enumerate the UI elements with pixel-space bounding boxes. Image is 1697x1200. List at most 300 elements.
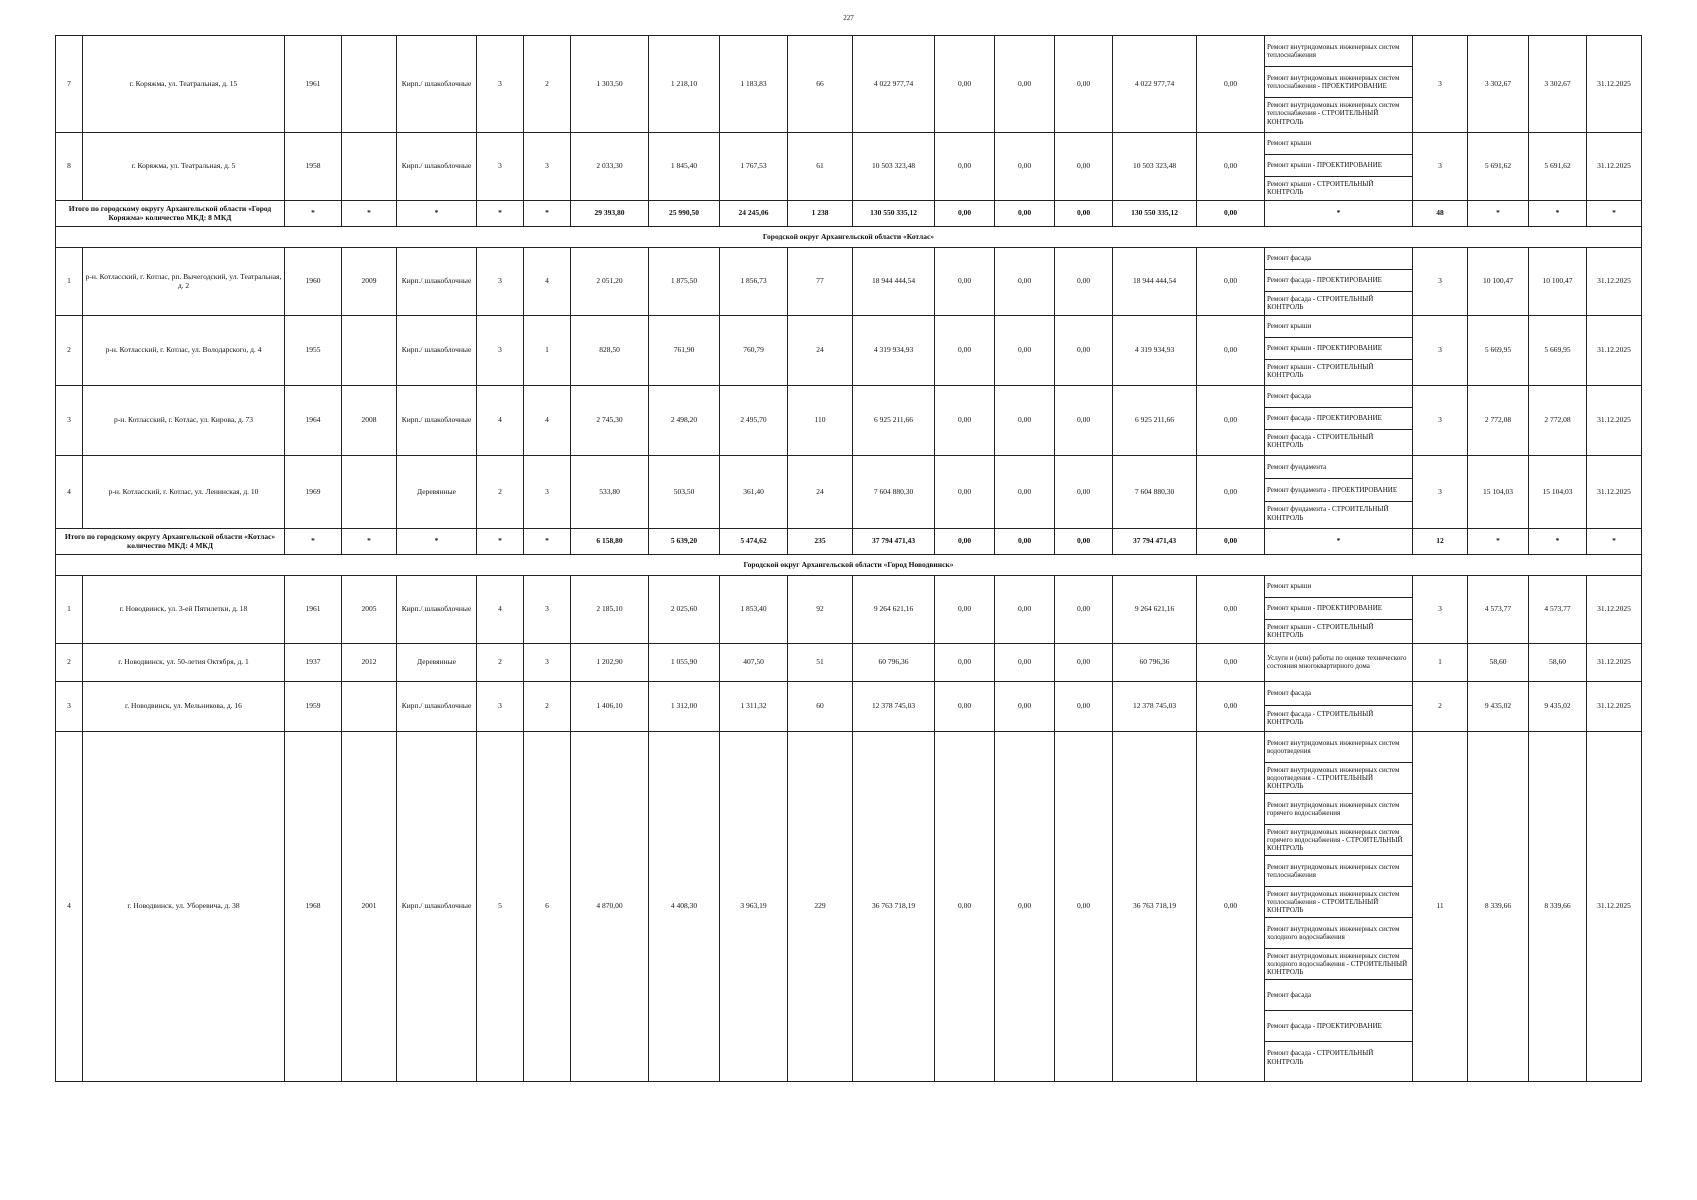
cell-addr: р-н. Котласский, г. Котлас, ул. Кирова, д. 73 xyxy=(83,386,285,456)
total-label: Итого по городскому округу Архангельской области «Котлас» количество МКД: 4 МКД xyxy=(56,529,285,555)
cell-f4: 9 264 621,16 xyxy=(1113,576,1197,644)
total-area-total: 29 393,80 xyxy=(571,201,649,227)
work-item: Ремонт фасада - ПРОЕКТИРОВАНИЕ xyxy=(1265,1011,1412,1042)
total-n-works: 48 xyxy=(1413,201,1468,227)
cell-year-built: 1964 xyxy=(285,386,342,456)
cell-year-built: 1959 xyxy=(285,682,342,732)
cell-area-total: 1 202,90 xyxy=(571,644,649,682)
cell-residents: 229 xyxy=(788,732,853,1082)
cell-year-cap xyxy=(342,36,397,133)
works-cell xyxy=(1265,248,1413,316)
cell-area-living: 4 408,30 xyxy=(649,732,720,1082)
cell-f2: 0,00 xyxy=(995,386,1055,456)
total-f5: 0,00 xyxy=(1197,201,1265,227)
section-header-row xyxy=(56,555,1642,576)
cell-n-works: 1 xyxy=(1413,644,1468,682)
cell-n-works: 3 xyxy=(1413,36,1468,133)
cell-no: 8 xyxy=(56,133,83,201)
cell-deadline: 31.12.2025 xyxy=(1587,316,1642,386)
cell-f5: 0,00 xyxy=(1197,133,1265,201)
cell-f2: 0,00 xyxy=(995,576,1055,644)
cell-year-cap xyxy=(342,133,397,201)
cell-entr: 3 xyxy=(524,644,571,682)
cell-addr: р-н. Котласский, г. Котлас, рп. Вычегодский, ул. Театральная, д. 2 xyxy=(83,248,285,316)
cell-spec-cost: 2 772,08 xyxy=(1468,386,1529,456)
cell-entr: 3 xyxy=(524,576,571,644)
cell-area-res: 361,40 xyxy=(720,456,788,529)
cell-deadline: 31.12.2025 xyxy=(1587,732,1642,1082)
cell-n-works: 3 xyxy=(1413,316,1468,386)
cell-wall: Кирп./ шлакоблочные xyxy=(397,732,477,1082)
cell-wall: Кирп./ шлакоблочные xyxy=(397,576,477,644)
cell-deadline: 31.12.2025 xyxy=(1587,133,1642,201)
section-title: Городской округ Архангельской области «Город Новодвинск» xyxy=(56,555,1642,576)
total-star: * xyxy=(1468,529,1529,555)
cell-deadline: 31.12.2025 xyxy=(1587,682,1642,732)
cell-f3: 0,00 xyxy=(1055,316,1113,386)
work-item: Ремонт фасада xyxy=(1265,682,1412,706)
page-number: 227 xyxy=(843,14,854,22)
cell-area-living: 1 055,90 xyxy=(649,644,720,682)
work-item: Ремонт крыши xyxy=(1265,133,1412,155)
cell-year-built: 1955 xyxy=(285,316,342,386)
cell-f3: 0,00 xyxy=(1055,456,1113,529)
work-item: Ремонт фасада - СТРОИТЕЛЬНЫЙ КОНТРОЛЬ xyxy=(1267,709,1374,726)
cell-n-works: 3 xyxy=(1413,386,1468,456)
cell-f1: 0,00 xyxy=(935,36,995,133)
cell-n-works: 3 xyxy=(1413,248,1468,316)
total-star: * xyxy=(1587,201,1642,227)
work-item: Ремонт внутридомовых инженерных систем горячего водоснабжения xyxy=(1265,794,1412,825)
work-item: Ремонт внутридомовых инженерных систем теплоснабжения - СТРОИТЕЛЬНЫЙ КОНТРОЛЬ xyxy=(1265,887,1412,918)
cell-wall: Кирп./ шлакоблочные xyxy=(397,36,477,133)
total-star: * xyxy=(1468,201,1529,227)
table-row xyxy=(56,576,1642,644)
total-f4: 130 550 335,12 xyxy=(1113,201,1197,227)
cell-n-works: 3 xyxy=(1413,133,1468,201)
cell-spec-cost: 15 104,03 xyxy=(1468,456,1529,529)
cell-area-total: 2 033,30 xyxy=(571,133,649,201)
work-item: Ремонт крыши - ПРОЕКТИРОВАНИЕ xyxy=(1265,338,1412,360)
total-f1: 0,00 xyxy=(935,201,995,227)
cell-f4: 36 763 718,19 xyxy=(1113,732,1197,1082)
total-star: * xyxy=(342,201,397,227)
total-residents: 235 xyxy=(788,529,853,555)
cell-f5: 0,00 xyxy=(1197,682,1265,732)
cell-f4: 18 944 444,54 xyxy=(1113,248,1197,316)
cell-entr: 2 xyxy=(524,682,571,732)
cell-entr: 3 xyxy=(524,456,571,529)
cell-cost: 60 796,36 xyxy=(853,644,935,682)
cell-f2: 0,00 xyxy=(995,133,1055,201)
work-item: Ремонт крыши - СТРОИТЕЛЬНЫЙ КОНТРОЛЬ xyxy=(1267,179,1374,196)
cell-area-living: 761,90 xyxy=(649,316,720,386)
cell-no: 3 xyxy=(56,386,83,456)
total-area-living: 25 990,50 xyxy=(649,201,720,227)
cell-f1: 0,00 xyxy=(935,316,995,386)
cell-cost: 7 604 880,30 xyxy=(853,456,935,529)
cell-f5: 0,00 xyxy=(1197,386,1265,456)
cell-year-built: 1969 xyxy=(285,456,342,529)
total-f1: 0,00 xyxy=(935,529,995,555)
cell-f4: 6 925 211,66 xyxy=(1113,386,1197,456)
cell-year-built: 1968 xyxy=(285,732,342,1082)
cell-area-total: 533,80 xyxy=(571,456,649,529)
total-cost: 130 550 335,12 xyxy=(853,201,935,227)
cell-area-res: 1 856,73 xyxy=(720,248,788,316)
cell-spec-cost: 10 100,47 xyxy=(1468,248,1529,316)
works-cell xyxy=(1265,644,1413,682)
work-item: Ремонт внутридомовых инженерных систем горячего водоснабжения - СТРОИТЕЛЬНЫЙ КОНТРОЛЬ xyxy=(1265,825,1412,856)
total-label: Итого по городскому округу Архангельской области «Город Коряжма» количество МКД: 8 МКД xyxy=(56,201,285,227)
cell-f3: 0,00 xyxy=(1055,36,1113,133)
total-star: * xyxy=(285,201,342,227)
total-star: * xyxy=(524,529,571,555)
cell-area-living: 1 845,40 xyxy=(649,133,720,201)
cell-limit-cost: 2 772,08 xyxy=(1529,386,1587,456)
cell-year-cap xyxy=(342,456,397,529)
cell-area-total: 828,50 xyxy=(571,316,649,386)
cell-no: 3 xyxy=(56,682,83,732)
total-f2: 0,00 xyxy=(995,201,1055,227)
cell-cost: 18 944 444,54 xyxy=(853,248,935,316)
work-item: Ремонт фасада - ПРОЕКТИРОВАНИЕ xyxy=(1265,408,1412,430)
work-item: Ремонт внутридомовых инженерных систем теплоснабжения xyxy=(1265,36,1412,67)
total-star: * xyxy=(1265,529,1413,555)
work-item: Ремонт крыши - ПРОЕКТИРОВАНИЕ xyxy=(1265,598,1412,620)
cell-area-total: 4 870,00 xyxy=(571,732,649,1082)
table-row xyxy=(56,386,1642,456)
cell-deadline: 31.12.2025 xyxy=(1587,248,1642,316)
work-item: Ремонт фасада xyxy=(1265,386,1412,408)
cell-f2: 0,00 xyxy=(995,732,1055,1082)
cell-limit-cost: 15 104,03 xyxy=(1529,456,1587,529)
cell-spec-cost: 5 669,95 xyxy=(1468,316,1529,386)
total-row xyxy=(56,201,1642,227)
cell-f1: 0,00 xyxy=(935,133,995,201)
total-star: * xyxy=(1529,529,1587,555)
cell-limit-cost: 10 100,47 xyxy=(1529,248,1587,316)
works-cell xyxy=(1265,732,1413,1082)
cell-residents: 110 xyxy=(788,386,853,456)
cell-residents: 77 xyxy=(788,248,853,316)
cell-no: 4 xyxy=(56,456,83,529)
total-star: * xyxy=(342,529,397,555)
cell-area-living: 2 025,60 xyxy=(649,576,720,644)
cell-year-built: 1960 xyxy=(285,248,342,316)
cell-area-res: 2 495,70 xyxy=(720,386,788,456)
cell-addr: г. Новодвинск, ул. Мельникова, д. 16 xyxy=(83,682,285,732)
table-row xyxy=(56,316,1642,386)
cell-floors: 4 xyxy=(477,576,524,644)
work-item: Ремонт фасада - СТРОИТЕЛЬНЫЙ КОНТРОЛЬ xyxy=(1267,294,1374,311)
cell-area-living: 2 498,20 xyxy=(649,386,720,456)
cell-area-living: 503,50 xyxy=(649,456,720,529)
cell-f1: 0,00 xyxy=(935,456,995,529)
work-item: Ремонт фундамента - ПРОЕКТИРОВАНИЕ xyxy=(1265,479,1412,502)
work-item: Ремонт крыши xyxy=(1265,576,1412,598)
cell-f1: 0,00 xyxy=(935,732,995,1082)
cell-spec-cost: 3 302,67 xyxy=(1468,36,1529,133)
cell-wall: Кирп./ шлакоблочные xyxy=(397,386,477,456)
cell-floors: 3 xyxy=(477,682,524,732)
cell-floors: 2 xyxy=(477,456,524,529)
cell-year-cap: 2012 xyxy=(342,644,397,682)
cell-entr: 6 xyxy=(524,732,571,1082)
cell-no: 2 xyxy=(56,644,83,682)
total-f4: 37 794 471,43 xyxy=(1113,529,1197,555)
cell-year-cap xyxy=(342,316,397,386)
cell-f5: 0,00 xyxy=(1197,576,1265,644)
cell-floors: 2 xyxy=(477,644,524,682)
total-f5: 0,00 xyxy=(1197,529,1265,555)
table-row xyxy=(56,644,1642,682)
cell-limit-cost: 9 435,02 xyxy=(1529,682,1587,732)
cell-area-total: 2 185,10 xyxy=(571,576,649,644)
work-item: Ремонт внутридомовых инженерных систем теплоснабжения - СТРОИТЕЛЬНЫЙ КОНТРОЛЬ xyxy=(1267,101,1400,126)
cell-cost: 36 763 718,19 xyxy=(853,732,935,1082)
works-cell xyxy=(1265,386,1413,456)
total-residents: 1 238 xyxy=(788,201,853,227)
cell-year-cap: 2005 xyxy=(342,576,397,644)
total-star: * xyxy=(285,529,342,555)
cell-deadline: 31.12.2025 xyxy=(1587,644,1642,682)
cell-f4: 10 503 323,48 xyxy=(1113,133,1197,201)
cell-wall: Деревянные xyxy=(397,456,477,529)
work-item: Ремонт внутридомовых инженерных систем водоотведения xyxy=(1265,732,1412,763)
cell-spec-cost: 4 573,77 xyxy=(1468,576,1529,644)
cell-area-res: 1 767,53 xyxy=(720,133,788,201)
work-item: Услуги и (или) работы по оценке технического состояния многоквартирного дома xyxy=(1267,653,1407,670)
cell-entr: 1 xyxy=(524,316,571,386)
table-row xyxy=(56,133,1642,201)
cell-f5: 0,00 xyxy=(1197,36,1265,133)
works-cell xyxy=(1265,456,1413,529)
total-star: * xyxy=(477,201,524,227)
work-item: Ремонт фасада - СТРОИТЕЛЬНЫЙ КОНТРОЛЬ xyxy=(1267,432,1374,449)
works-cell xyxy=(1265,576,1413,644)
cell-f5: 0,00 xyxy=(1197,456,1265,529)
cell-area-res: 1 853,40 xyxy=(720,576,788,644)
cell-cost: 4 319 934,93 xyxy=(853,316,935,386)
cell-spec-cost: 8 339,66 xyxy=(1468,732,1529,1082)
total-star: * xyxy=(397,529,477,555)
cell-f2: 0,00 xyxy=(995,456,1055,529)
cell-f1: 0,00 xyxy=(935,682,995,732)
cell-f2: 0,00 xyxy=(995,644,1055,682)
cell-residents: 24 xyxy=(788,456,853,529)
total-area-living: 5 639,20 xyxy=(649,529,720,555)
cell-addr: г. Новодвинск, ул. 50-летия Октября, д. 1 xyxy=(83,644,285,682)
cell-f3: 0,00 xyxy=(1055,576,1113,644)
cell-addr: г. Новодвинск, ул. 3-ей Пятилетки, д. 18 xyxy=(83,576,285,644)
cell-area-res: 1 311,32 xyxy=(720,682,788,732)
table-row xyxy=(56,36,1642,133)
cell-cost: 10 503 323,48 xyxy=(853,133,935,201)
cell-addr: р-н. Котласский, г. Котлас, ул. Володарского, д. 4 xyxy=(83,316,285,386)
cell-no: 7 xyxy=(56,36,83,133)
cell-f4: 12 378 745,03 xyxy=(1113,682,1197,732)
cell-year-cap: 2001 xyxy=(342,732,397,1082)
cell-area-res: 1 183,83 xyxy=(720,36,788,133)
table-row xyxy=(56,682,1642,732)
section-title: Городской округ Архангельской области «Котлас» xyxy=(56,227,1642,248)
cell-limit-cost: 3 302,67 xyxy=(1529,36,1587,133)
cell-year-built: 1937 xyxy=(285,644,342,682)
cell-n-works: 2 xyxy=(1413,682,1468,732)
cell-floors: 3 xyxy=(477,36,524,133)
cell-residents: 24 xyxy=(788,316,853,386)
cell-residents: 60 xyxy=(788,682,853,732)
works-cell xyxy=(1265,316,1413,386)
cell-year-built: 1961 xyxy=(285,576,342,644)
cell-limit-cost: 5 691,62 xyxy=(1529,133,1587,201)
cell-year-cap xyxy=(342,682,397,732)
cell-f5: 0,00 xyxy=(1197,316,1265,386)
cell-n-works: 3 xyxy=(1413,576,1468,644)
work-item: Ремонт внутридомовых инженерных систем водоотведения - СТРОИТЕЛЬНЫЙ КОНТРОЛЬ xyxy=(1265,763,1412,794)
cell-deadline: 31.12.2025 xyxy=(1587,386,1642,456)
total-n-works: 12 xyxy=(1413,529,1468,555)
cell-f5: 0,00 xyxy=(1197,732,1265,1082)
work-item: Ремонт крыши xyxy=(1265,316,1412,338)
total-star: * xyxy=(1265,201,1413,227)
cell-f1: 0,00 xyxy=(935,248,995,316)
work-item: Ремонт крыши - СТРОИТЕЛЬНЫЙ КОНТРОЛЬ xyxy=(1267,362,1374,379)
cell-f3: 0,00 xyxy=(1055,682,1113,732)
total-cost: 37 794 471,43 xyxy=(853,529,935,555)
cell-f4: 4 022 977,74 xyxy=(1113,36,1197,133)
total-f3: 0,00 xyxy=(1055,529,1113,555)
work-item: Ремонт внутридомовых инженерных систем теплоснабжения - ПРОЕКТИРОВАНИЕ xyxy=(1265,67,1412,98)
cell-limit-cost: 58,60 xyxy=(1529,644,1587,682)
work-item: Ремонт фасада xyxy=(1265,248,1412,270)
cell-cost: 6 925 211,66 xyxy=(853,386,935,456)
work-item: Ремонт внутридомовых инженерных систем холодного водоснабжения xyxy=(1265,918,1412,949)
cell-no: 2 xyxy=(56,316,83,386)
cell-entr: 2 xyxy=(524,36,571,133)
cell-residents: 61 xyxy=(788,133,853,201)
total-star: * xyxy=(1587,529,1642,555)
cell-area-total: 2 051,20 xyxy=(571,248,649,316)
cell-deadline: 31.12.2025 xyxy=(1587,576,1642,644)
cell-limit-cost: 4 573,77 xyxy=(1529,576,1587,644)
total-star: * xyxy=(397,201,477,227)
cell-year-cap: 2009 xyxy=(342,248,397,316)
work-item: Ремонт фундамента - СТРОИТЕЛЬНЫЙ КОНТРОЛЬ xyxy=(1267,505,1389,522)
cell-cost: 12 378 745,03 xyxy=(853,682,935,732)
cell-addr: г. Коряжма, ул. Театральная, д. 15 xyxy=(83,36,285,133)
cell-f3: 0,00 xyxy=(1055,248,1113,316)
total-area-res: 5 474,62 xyxy=(720,529,788,555)
total-f3: 0,00 xyxy=(1055,201,1113,227)
cell-wall: Кирп./ шлакоблочные xyxy=(397,316,477,386)
cell-wall: Кирп./ шлакоблочные xyxy=(397,133,477,201)
cell-spec-cost: 5 691,62 xyxy=(1468,133,1529,201)
cell-f1: 0,00 xyxy=(935,644,995,682)
work-item: Ремонт фасада xyxy=(1265,980,1412,1011)
cell-cost: 4 022 977,74 xyxy=(853,36,935,133)
cell-area-total: 2 745,30 xyxy=(571,386,649,456)
cell-spec-cost: 58,60 xyxy=(1468,644,1529,682)
cell-year-built: 1961 xyxy=(285,36,342,133)
cell-residents: 92 xyxy=(788,576,853,644)
cell-wall: Кирп./ шлакоблочные xyxy=(397,682,477,732)
cell-floors: 4 xyxy=(477,386,524,456)
cell-addr: р-н. Котласский, г. Котлас, ул. Ленинская, д. 10 xyxy=(83,456,285,529)
cell-f5: 0,00 xyxy=(1197,644,1265,682)
total-row xyxy=(56,529,1642,555)
cell-f2: 0,00 xyxy=(995,36,1055,133)
works-cell xyxy=(1265,36,1413,133)
cell-area-total: 1 303,50 xyxy=(571,36,649,133)
cell-entr: 4 xyxy=(524,248,571,316)
cell-limit-cost: 8 339,66 xyxy=(1529,732,1587,1082)
cell-f3: 0,00 xyxy=(1055,386,1113,456)
work-item: Ремонт фасада - ПРОЕКТИРОВАНИЕ xyxy=(1265,270,1412,292)
cell-area-total: 1 406,10 xyxy=(571,682,649,732)
cell-area-res: 760,79 xyxy=(720,316,788,386)
cell-entr: 4 xyxy=(524,386,571,456)
cell-floors: 5 xyxy=(477,732,524,1082)
cell-deadline: 31.12.2025 xyxy=(1587,36,1642,133)
cell-f3: 0,00 xyxy=(1055,732,1113,1082)
table-row xyxy=(56,732,1642,1082)
cell-f1: 0,00 xyxy=(935,386,995,456)
cell-entr: 3 xyxy=(524,133,571,201)
work-item: Ремонт фундамента xyxy=(1265,456,1412,479)
total-star: * xyxy=(477,529,524,555)
cell-cost: 9 264 621,16 xyxy=(853,576,935,644)
cell-wall: Кирп./ шлакоблочные xyxy=(397,248,477,316)
cell-f4: 7 604 880,30 xyxy=(1113,456,1197,529)
cell-f3: 0,00 xyxy=(1055,133,1113,201)
table-row xyxy=(56,456,1642,529)
capital-repair-table xyxy=(55,35,1642,1082)
work-item: Ремонт внутридомовых инженерных систем теплоснабжения xyxy=(1265,856,1412,887)
cell-f4: 4 319 934,93 xyxy=(1113,316,1197,386)
cell-area-living: 1 312,00 xyxy=(649,682,720,732)
cell-f3: 0,00 xyxy=(1055,644,1113,682)
cell-residents: 51 xyxy=(788,644,853,682)
cell-n-works: 3 xyxy=(1413,456,1468,529)
cell-year-cap: 2008 xyxy=(342,386,397,456)
cell-f4: 60 796,36 xyxy=(1113,644,1197,682)
table-row xyxy=(56,248,1642,316)
cell-f1: 0,00 xyxy=(935,576,995,644)
cell-area-living: 1 875,50 xyxy=(649,248,720,316)
cell-floors: 3 xyxy=(477,316,524,386)
cell-no: 1 xyxy=(56,248,83,316)
cell-floors: 3 xyxy=(477,133,524,201)
cell-wall: Деревянные xyxy=(397,644,477,682)
total-star: * xyxy=(524,201,571,227)
work-item: Ремонт внутридомовых инженерных систем холодного водоснабжения - СТРОИТЕЛЬНЫЙ КОНТРОЛЬ xyxy=(1265,949,1412,980)
works-cell xyxy=(1265,133,1413,201)
cell-floors: 3 xyxy=(477,248,524,316)
cell-area-res: 3 963,19 xyxy=(720,732,788,1082)
work-item: Ремонт крыши - СТРОИТЕЛЬНЫЙ КОНТРОЛЬ xyxy=(1267,622,1374,639)
total-f2: 0,00 xyxy=(995,529,1055,555)
cell-area-living: 1 218,10 xyxy=(649,36,720,133)
total-area-total: 6 158,80 xyxy=(571,529,649,555)
cell-n-works: 11 xyxy=(1413,732,1468,1082)
work-item: Ремонт фасада - СТРОИТЕЛЬНЫЙ КОНТРОЛЬ xyxy=(1267,1049,1374,1066)
cell-year-built: 1958 xyxy=(285,133,342,201)
total-area-res: 24 245,06 xyxy=(720,201,788,227)
cell-spec-cost: 9 435,02 xyxy=(1468,682,1529,732)
section-header-row xyxy=(56,227,1642,248)
